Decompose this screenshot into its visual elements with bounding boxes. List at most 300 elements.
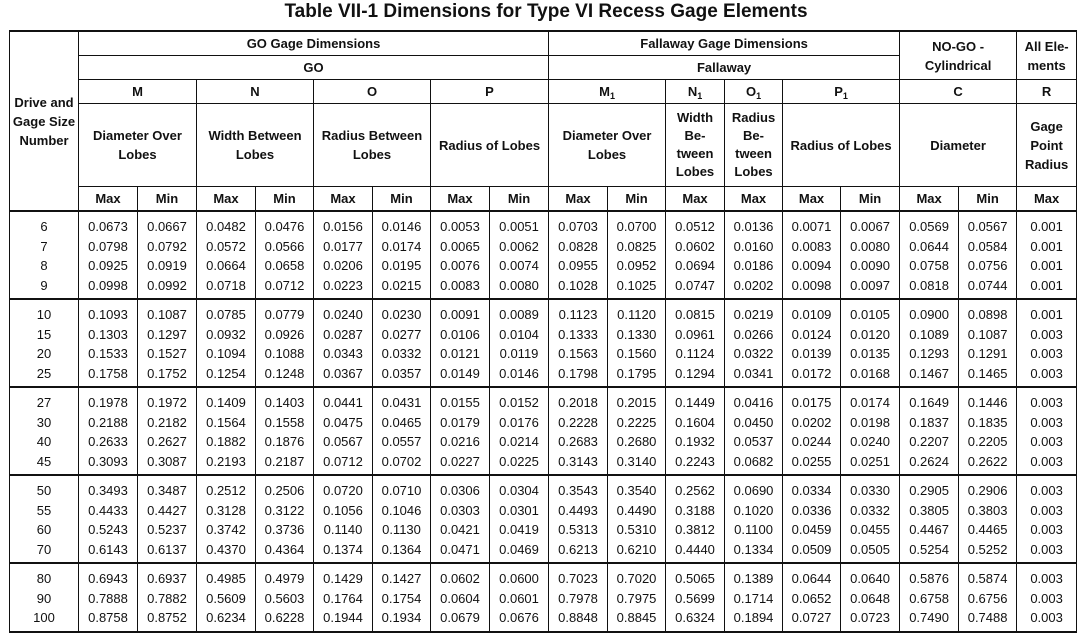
dimension-value: 0.6228 xyxy=(264,610,305,625)
dimension-value: 0.2562 xyxy=(675,483,715,498)
value-cell xyxy=(431,563,490,632)
dimension-value: 0.0961 xyxy=(675,326,715,342)
value-cell xyxy=(490,475,549,563)
value-cell xyxy=(608,563,666,632)
dimension-value: 0.1409 xyxy=(206,395,246,410)
dimension-value: 0.0416 xyxy=(733,395,774,410)
dimension-value: 0.0206 xyxy=(323,258,363,273)
value-cell xyxy=(197,299,256,387)
dimension-value: 0.4467 xyxy=(909,522,949,537)
dimension-value: 0.0694 xyxy=(675,258,715,273)
value-cell xyxy=(197,211,256,299)
value-cell xyxy=(900,387,959,475)
dimension-value: 0.1130 xyxy=(382,522,421,537)
dimension-value: 0.0926 xyxy=(264,326,305,342)
value-cell xyxy=(608,475,666,563)
desc-c-header: Diameter xyxy=(900,104,1017,187)
value-cell xyxy=(725,211,783,299)
dimension-value: 0.5876 xyxy=(909,571,949,586)
size-group-row xyxy=(10,299,1077,387)
dimension-value: 0.0119 xyxy=(499,346,539,361)
table-body xyxy=(10,211,1077,632)
dimension-value: 0.0676 xyxy=(499,610,539,625)
dimension-value: 0.0336 xyxy=(791,502,832,518)
letter-m-header: M xyxy=(79,80,197,104)
dimension-value: 0.0744 xyxy=(967,277,1008,293)
dimension-value: 0.8752 xyxy=(147,610,187,625)
dimension-value: 0.0240 xyxy=(850,434,890,449)
value-cell xyxy=(900,299,959,387)
dimension-value: 0.0679 xyxy=(440,610,480,625)
fallaway-gage-dimensions-header: Fallaway Gage Dimensions xyxy=(549,31,900,56)
value-cell xyxy=(79,211,138,299)
dimension-value: 0.3493 xyxy=(88,483,128,498)
dimension-value: 0.3128 xyxy=(206,502,246,518)
min-header: Min xyxy=(959,187,1017,212)
value-cell xyxy=(138,211,197,299)
table-header xyxy=(10,31,1077,211)
dimension-value: 0.2018 xyxy=(558,395,598,410)
value-cell xyxy=(783,211,841,299)
dimension-value: 0.0482 xyxy=(206,219,246,234)
dimension-value: 0.0098 xyxy=(791,277,832,293)
dimension-value: 0.1254 xyxy=(206,365,246,381)
dimension-value: 0.0136 xyxy=(733,219,774,234)
dimension-value: 0.0476 xyxy=(264,219,305,234)
dimension-value: 0.3143 xyxy=(558,453,598,469)
value-cell xyxy=(959,387,1017,475)
dimension-value: 0.0718 xyxy=(206,277,246,293)
dimension-value: 0.1028 xyxy=(558,277,598,293)
size-value: 27 xyxy=(36,395,52,410)
table-title: Table VII-1 Dimensions for Type VI Recess Gage Elements xyxy=(284,1,808,22)
dimension-value: 0.5603 xyxy=(264,590,305,606)
dimension-value: 0.0512 xyxy=(675,219,715,234)
dimension-value: 0.0792 xyxy=(147,238,187,254)
dimension-value: 0.0255 xyxy=(791,453,832,469)
dimension-value: 0.0080 xyxy=(499,277,539,293)
dimension-value: 0.0186 xyxy=(733,258,774,273)
dimension-value: 0.2633 xyxy=(88,434,128,449)
dimension-value: 0.0146 xyxy=(499,365,539,381)
value-cell xyxy=(959,211,1017,299)
dimension-value: 0.1297 xyxy=(147,326,187,342)
dimension-value: 0.1124 xyxy=(675,346,715,361)
dimension-value: 0.1123 xyxy=(558,307,598,322)
value-cell xyxy=(666,563,725,632)
value-cell xyxy=(490,211,549,299)
value-cell xyxy=(783,387,841,475)
dimension-value: 0.1560 xyxy=(616,346,657,361)
desc-p-header: Radius of Lobes xyxy=(431,104,549,187)
value-cell xyxy=(783,299,841,387)
dimension-value: 0.0602 xyxy=(675,238,715,254)
dimension-value: 0.7488 xyxy=(967,610,1008,625)
dimension-value: 0.4979 xyxy=(264,571,305,586)
dimension-value: 0.6324 xyxy=(675,610,715,625)
dimension-value: 0.2622 xyxy=(967,453,1008,469)
dimension-value: 0.0080 xyxy=(850,238,890,254)
dimension-value: 0.0720 xyxy=(323,483,363,498)
dimension-value: 0.0919 xyxy=(147,258,187,273)
dimension-value: 0.0758 xyxy=(909,258,949,273)
dimension-value: 0.001 xyxy=(1030,277,1063,293)
dimension-value: 0.1876 xyxy=(264,434,305,449)
dimension-value: 0.1303 xyxy=(88,326,128,342)
value-cell xyxy=(725,475,783,563)
dimension-value: 0.1100 xyxy=(734,522,773,537)
dimension-value: 0.0455 xyxy=(850,522,890,537)
dimension-value: 0.1934 xyxy=(381,610,422,625)
value-cell xyxy=(666,211,725,299)
dimension-value: 0.0090 xyxy=(850,258,890,273)
letter-m1-header: $M_1$ xyxy=(549,80,666,104)
dimension-value: 0.1894 xyxy=(733,610,774,625)
dimension-value: 0.0168 xyxy=(850,365,890,381)
value-cell xyxy=(900,475,959,563)
dimension-value: 0.4465 xyxy=(967,522,1008,537)
value-cell xyxy=(549,563,608,632)
dimension-value: 0.5254 xyxy=(909,541,949,557)
dimension-value: 0.0152 xyxy=(499,395,539,410)
dimension-value: 0.1467 xyxy=(909,365,949,381)
dimension-value: 0.5699 xyxy=(675,590,715,606)
value-cell xyxy=(490,563,549,632)
dimension-value: 0.1374 xyxy=(323,541,363,557)
value-cell xyxy=(490,387,549,475)
dimension-value: 0.1089 xyxy=(909,326,949,342)
dimension-value: 0.1563 xyxy=(558,346,598,361)
dimension-value: 0.1752 xyxy=(147,365,187,381)
dimension-value: 0.6756 xyxy=(967,590,1008,606)
dimension-value: 0.3543 xyxy=(558,483,598,498)
dimension-value: 0.1120 xyxy=(617,307,656,322)
go-header: GO xyxy=(79,56,549,80)
value-cell xyxy=(197,475,256,563)
value-cell xyxy=(549,475,608,563)
dimension-value: 0.001 xyxy=(1030,307,1063,322)
max-header: Max xyxy=(783,187,841,212)
value-cell xyxy=(314,563,373,632)
value-cell xyxy=(314,211,373,299)
dimension-value: 0.0509 xyxy=(791,541,832,557)
dimension-value: 0.0747 xyxy=(675,277,715,293)
size-cell xyxy=(10,563,79,632)
value-cell xyxy=(549,387,608,475)
dimension-value: 0.2624 xyxy=(909,453,949,469)
go-gage-dimensions-header: GO Gage Dimensions xyxy=(79,31,549,56)
max-header: Max xyxy=(314,187,373,212)
value-cell xyxy=(783,563,841,632)
dimension-value: 0.2906 xyxy=(967,483,1008,498)
dimension-value: 0.0567 xyxy=(323,434,363,449)
dimension-value: 0.1978 xyxy=(88,395,128,410)
dimension-value: 0.0330 xyxy=(850,483,890,498)
dimension-value: 0.0120 xyxy=(850,326,890,342)
dimension-value: 0.6143 xyxy=(88,541,128,557)
value-cell xyxy=(666,475,725,563)
all-elements-header: All Ele- ments xyxy=(1017,31,1077,80)
size-cell xyxy=(10,475,79,563)
value-cell xyxy=(431,475,490,563)
value-cell xyxy=(841,211,900,299)
value-cell xyxy=(256,475,314,563)
value-cell xyxy=(79,299,138,387)
dimension-value: 0.7882 xyxy=(147,590,187,606)
dimension-value: 0.0106 xyxy=(440,326,480,342)
dimension-value: 0.0332 xyxy=(381,346,422,361)
dimension-value: 0.1087 xyxy=(147,307,187,322)
dimension-value: 0.003 xyxy=(1030,571,1063,586)
dimension-value: 0.0357 xyxy=(381,365,422,381)
dimension-value: 0.8848 xyxy=(558,610,598,625)
dimension-value: 0.6213 xyxy=(558,541,598,557)
value-cell xyxy=(256,387,314,475)
size-value: 100 xyxy=(33,610,55,625)
dimension-value: 0.7978 xyxy=(558,590,598,606)
dimension-value: 0.0174 xyxy=(381,238,422,254)
dimension-value: 0.0702 xyxy=(381,453,422,469)
size-value: 9 xyxy=(40,277,48,293)
dimension-value: 0.0062 xyxy=(499,238,539,254)
nogo-cylindrical-header: NO-GO - Cylindrical xyxy=(900,31,1017,80)
dimension-value: 0.0202 xyxy=(733,277,774,293)
dimension-value: 0.0303 xyxy=(440,502,480,518)
dimension-value: 0.0139 xyxy=(791,346,832,361)
value-cell xyxy=(1017,475,1077,563)
value-cell xyxy=(490,299,549,387)
value-cell xyxy=(79,563,138,632)
fallaway-header: Fallaway xyxy=(549,56,900,80)
dimension-value: 0.0955 xyxy=(558,258,598,273)
dimension-value: 0.5065 xyxy=(675,571,715,586)
value-cell xyxy=(549,211,608,299)
dimension-value: 0.003 xyxy=(1030,365,1063,381)
dimension-value: 0.0172 xyxy=(791,365,832,381)
dimension-value: 0.1795 xyxy=(616,365,657,381)
dimension-value: 0.6937 xyxy=(147,571,187,586)
dimension-value: 0.0652 xyxy=(791,590,832,606)
dimension-value: 0.3736 xyxy=(264,522,305,537)
dimension-value: 0.0225 xyxy=(499,453,539,469)
size-cell xyxy=(10,211,79,299)
dimension-value: 0.1446 xyxy=(967,395,1008,410)
dimension-value: 0.0089 xyxy=(499,307,539,322)
dimension-value: 0.3812 xyxy=(675,522,715,537)
dimension-value: 0.0785 xyxy=(206,307,246,322)
dimension-value: 0.1837 xyxy=(909,414,949,430)
dimension-value: 0.0105 xyxy=(850,307,890,322)
dimension-value: 0.2205 xyxy=(967,434,1008,449)
value-cell xyxy=(900,563,959,632)
dimension-value: 0.0471 xyxy=(440,541,480,557)
size-value: 15 xyxy=(36,326,52,342)
dimension-value: 0.0602 xyxy=(440,571,480,586)
dimension-value: 0.0644 xyxy=(909,238,949,254)
dimension-value: 0.0818 xyxy=(909,277,949,293)
value-cell xyxy=(256,563,314,632)
dimension-value: 0.1403 xyxy=(264,395,305,410)
dimension-value: 0.1020 xyxy=(733,502,774,518)
size-value: 55 xyxy=(36,502,52,518)
size-cell xyxy=(10,299,79,387)
value-cell xyxy=(256,211,314,299)
dimension-value: 0.1088 xyxy=(264,346,305,361)
value-cell xyxy=(373,475,431,563)
value-cell xyxy=(79,475,138,563)
dimension-value: 0.1093 xyxy=(88,307,128,322)
dimension-value: 0.003 xyxy=(1030,414,1063,430)
dimension-value: 0.1758 xyxy=(88,365,128,381)
max-header: Max xyxy=(431,187,490,212)
value-cell xyxy=(373,387,431,475)
dimension-value: 0.4440 xyxy=(675,541,715,557)
dimension-value: 0.0898 xyxy=(967,307,1008,322)
dimension-value: 0.0076 xyxy=(440,258,480,273)
dimension-value: 0.3122 xyxy=(264,502,305,518)
dimension-value: 0.0600 xyxy=(499,571,539,586)
value-cell xyxy=(314,299,373,387)
max-header: Max xyxy=(666,187,725,212)
value-cell xyxy=(959,299,1017,387)
dimension-value: 0.0604 xyxy=(440,590,480,606)
value-cell xyxy=(138,563,197,632)
dimension-value: 0.4364 xyxy=(264,541,305,557)
size-value: 60 xyxy=(36,522,52,537)
dimension-value: 0.0219 xyxy=(733,307,774,322)
dimension-value: 0.0828 xyxy=(558,238,598,254)
dimension-value: 0.1764 xyxy=(323,590,363,606)
dimension-value: 0.0601 xyxy=(499,590,539,606)
dimension-value: 0.0712 xyxy=(264,277,305,293)
dimension-value: 0.0712 xyxy=(323,453,363,469)
dimension-value: 0.0664 xyxy=(206,258,246,273)
desc-r-header: Gage Point Radius xyxy=(1017,104,1077,187)
max-header: Max xyxy=(549,187,608,212)
size-value: 10 xyxy=(36,307,52,322)
value-cell xyxy=(608,211,666,299)
dimension-value: 0.6758 xyxy=(909,590,949,606)
dimension-value: 0.0067 xyxy=(850,219,890,234)
dimension-value: 0.2207 xyxy=(909,434,949,449)
size-value: 40 xyxy=(36,434,52,449)
dimension-value: 0.0441 xyxy=(323,395,363,410)
dimension-value: 0.5237 xyxy=(147,522,187,537)
dimension-value: 0.0135 xyxy=(850,346,890,361)
desc-m1-header: Diameter Over Lobes xyxy=(549,104,666,187)
dimension-value: 0.0304 xyxy=(499,483,539,498)
min-header: Min xyxy=(490,187,549,212)
dimension-value: 0.003 xyxy=(1030,326,1063,342)
letter-c-header: C xyxy=(900,80,1017,104)
dimension-value: 0.003 xyxy=(1030,346,1063,361)
dimension-value: 0.2683 xyxy=(558,434,598,449)
dimension-value: 0.3087 xyxy=(147,453,187,469)
dimension-value: 0.0216 xyxy=(440,434,480,449)
dimension-value: 0.1527 xyxy=(147,346,187,361)
dimension-value: 0.4433 xyxy=(88,502,128,518)
dimension-value: 0.3805 xyxy=(909,502,949,518)
dimension-value: 0.1882 xyxy=(206,434,246,449)
dimension-value: 0.3803 xyxy=(967,502,1008,518)
dimension-value: 0.0710 xyxy=(381,483,422,498)
size-value: 20 xyxy=(36,346,52,361)
size-group-row xyxy=(10,475,1077,563)
dimension-value: 0.1291 xyxy=(967,346,1008,361)
dimension-value: 0.0465 xyxy=(381,414,422,430)
dimension-value: 0.2905 xyxy=(909,483,949,498)
value-cell xyxy=(314,387,373,475)
dimension-value: 0.1932 xyxy=(675,434,715,449)
value-cell xyxy=(608,387,666,475)
dimension-value: 0.2182 xyxy=(147,414,187,430)
dimension-value: 0.0094 xyxy=(791,258,832,273)
desc-o1-header: Radius Be- tween Lobes xyxy=(725,104,783,187)
dimension-value: 0.0215 xyxy=(381,277,422,293)
size-value: 50 xyxy=(36,483,52,498)
dimension-value: 0.1944 xyxy=(323,610,363,625)
dimension-value: 0.0469 xyxy=(499,541,539,557)
value-cell xyxy=(725,387,783,475)
dimension-value: 0.0572 xyxy=(206,238,246,254)
value-cell xyxy=(725,563,783,632)
dimension-value: 0.0146 xyxy=(381,219,422,234)
min-header: Min xyxy=(608,187,666,212)
dimension-value: 0.7020 xyxy=(616,571,657,586)
size-value: 30 xyxy=(36,414,52,430)
dimension-value: 0.0450 xyxy=(733,414,774,430)
dimension-value: 0.0174 xyxy=(850,395,890,410)
dimension-value: 0.0537 xyxy=(733,434,774,449)
dimension-value: 0.1465 xyxy=(967,365,1008,381)
dimension-value: 0.003 xyxy=(1030,434,1063,449)
dimension-value: 0.2228 xyxy=(558,414,598,430)
size-value: 25 xyxy=(36,365,52,381)
dimension-value: 0.1364 xyxy=(381,541,422,557)
dimension-value: 0.1429 xyxy=(323,571,363,586)
value-cell xyxy=(959,475,1017,563)
dimension-value: 0.7888 xyxy=(88,590,128,606)
value-cell xyxy=(373,299,431,387)
dimension-value: 0.1649 xyxy=(909,395,949,410)
dimension-value: 0.0421 xyxy=(440,522,480,537)
dimension-value: 0.8758 xyxy=(88,610,128,625)
value-cell xyxy=(197,387,256,475)
max-header: Max xyxy=(197,187,256,212)
dimension-value: 0.0306 xyxy=(440,483,480,498)
dimension-value: 0.2015 xyxy=(616,395,657,410)
dimension-value: 0.1558 xyxy=(264,414,305,430)
dimension-value: 0.5313 xyxy=(558,522,598,537)
max-header: Max xyxy=(79,187,138,212)
dimension-value: 0.0083 xyxy=(791,238,832,254)
dimension-value: 0.2225 xyxy=(616,414,657,430)
dimension-value: 0.0648 xyxy=(850,590,890,606)
dimension-value: 0.1140 xyxy=(323,522,363,537)
dimension-value: 0.0083 xyxy=(440,277,480,293)
dimension-value: 0.0567 xyxy=(967,219,1008,234)
dimension-value: 0.6943 xyxy=(88,571,128,586)
dimension-value: 0.0287 xyxy=(323,326,363,342)
dimension-value: 0.0475 xyxy=(323,414,363,430)
dimension-value: 0.3188 xyxy=(675,502,715,518)
size-value: 70 xyxy=(36,541,52,557)
value-cell xyxy=(1017,299,1077,387)
dimension-value: 0.0584 xyxy=(967,238,1008,254)
dimension-value: 0.5874 xyxy=(967,571,1008,586)
dimension-value: 0.1564 xyxy=(206,414,246,430)
dimension-value: 0.0074 xyxy=(499,258,539,273)
